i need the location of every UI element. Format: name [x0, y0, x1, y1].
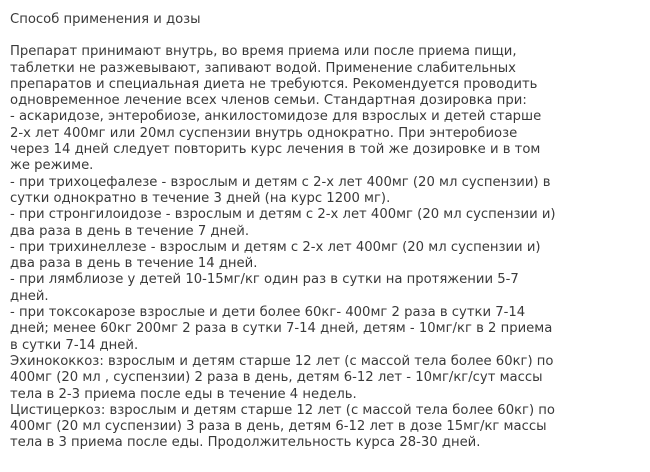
- dosage-document: [10, 12, 646, 452]
- text-line: Препарат принимают внутрь, во время приема или после приема пищи,: [10, 44, 517, 60]
- text-line: дней.: [10, 288, 49, 304]
- text-line: сутки однократно в течение 3 дней (на курс 1200 мг).: [10, 190, 391, 206]
- text-line: - при токсокарозе взрослые и дети более 60кг- 400мг 2 раза в сутки 7-14: [10, 305, 526, 321]
- text-line: Цистицеркоз: взрослым и детям старше 12 лет (с массой тела более 60кг) по: [10, 402, 556, 418]
- text-line: - при стронгилоидозе - взрослым и детям с 2-х лет 400мг (20 мл суспензии и): [10, 207, 556, 223]
- text-line: препаратов и специальная диета не требуются. Рекомендуется проводить: [10, 76, 538, 92]
- text-line: тела в 2-3 приема после еды в течение 4 недель.: [10, 386, 357, 402]
- text-line: одновременное лечение всех членов семьи. Стандартная дозировка при:: [10, 93, 527, 109]
- text-line: таблетки не разжевывают, запивают водой. Применение слабительных: [10, 60, 516, 76]
- text-line: два раза в день в течение 14 дней.: [10, 256, 258, 272]
- text-line: - при лямблиозе у детей 10-15мг/кг один раз в сутки на протяжении 5-7: [10, 272, 519, 288]
- dosage-text-body: [10, 44, 646, 451]
- text-line: два раза в день в течение 7 дней.: [10, 223, 250, 239]
- text-line: - аскаридозе, энтеробиозе, анкилостомидозе для взрослых и детей старше: [10, 109, 542, 125]
- text-line: дней; менее 60кг 200мг 2 раза в сутки 7-14 дней, детям - 10мг/кг в 2 приема: [10, 321, 553, 337]
- text-line: Эхинококкоз: взрослым и детям старше 12 лет (с массой тела более 60кг) по: [10, 353, 554, 369]
- text-line: - при трихоцефалезе - взрослым и детям с 2-х лет 400мг (20 мл суспензии) в: [10, 174, 551, 190]
- text-line: через 14 дней следует повторить курс лечения в той же дозировке и в том: [10, 142, 541, 158]
- text-line: тела в 3 приема после еды. Продолжительность курса 28-30 дней.: [10, 435, 481, 451]
- text-line: 400мг (20 мл суспензии) 3 раза в день, детям 6-12 лет в дозе 15мг/кг массы: [10, 419, 547, 435]
- text-line: 400мг (20 мл , суспензии) 2 раза в день, детям 6-12 лет - 10мг/кг/сут массы: [10, 370, 543, 386]
- text-line: - при трихинеллезе - взрослым и детям с 2-х лет 400мг (20 мл суспензии и): [10, 239, 541, 255]
- text-line: в сутки 7-14 дней.: [10, 337, 139, 353]
- text-line: же режиме.: [10, 158, 94, 174]
- section-heading: Способ применения и дозы: [10, 12, 201, 27]
- text-line: 2-х лет 400мг или 20мл суспензии внутрь однократно. При энтеробиозе: [10, 125, 518, 141]
